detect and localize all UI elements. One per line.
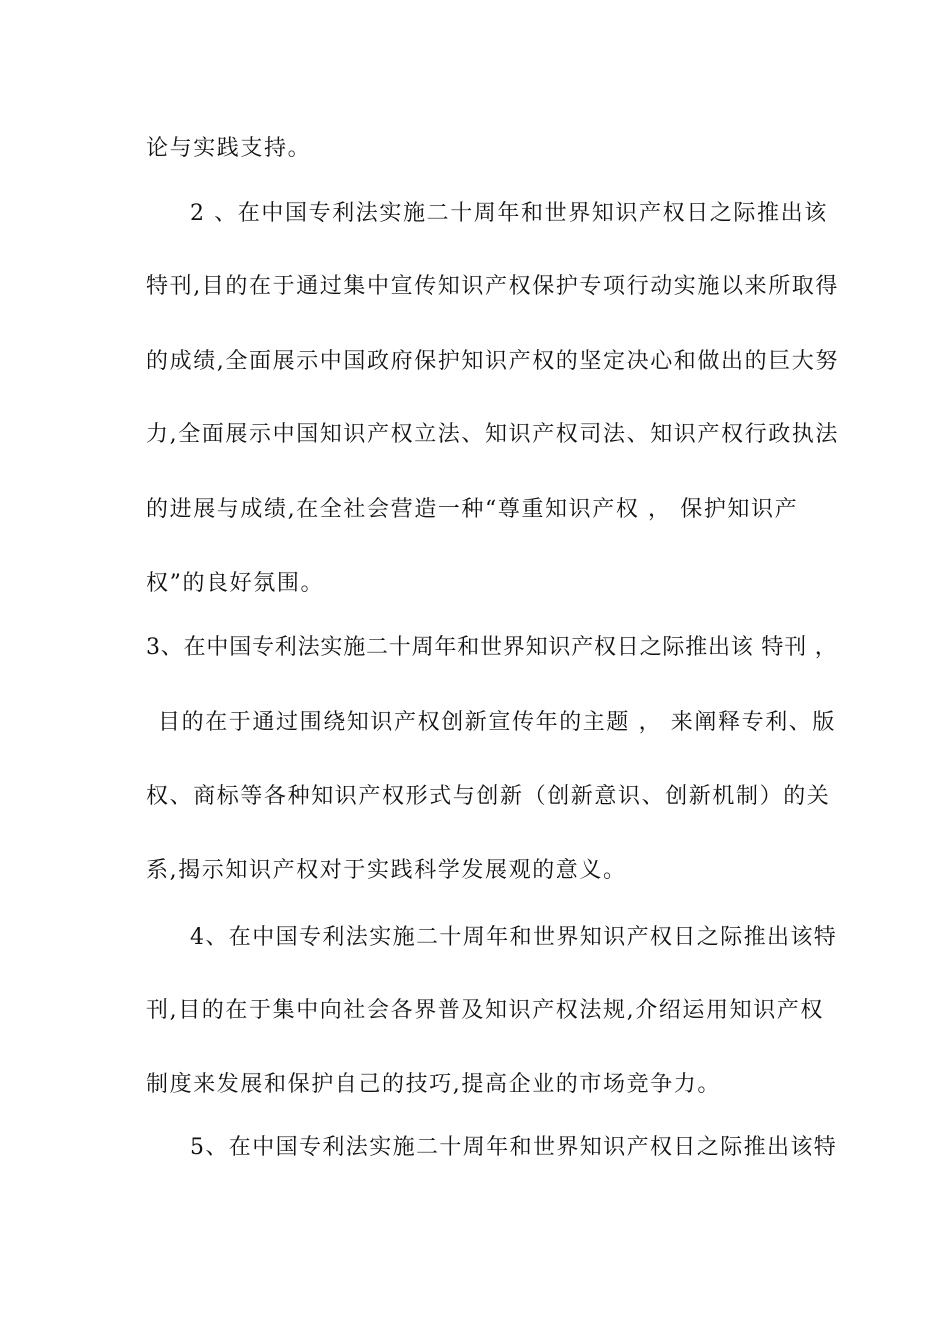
text-line-14: 制度来发展和保护自己的技巧,提高企业的市场竞争力。 bbox=[146, 1072, 721, 1097]
text-line-10: 权、商标等各种知识产权形式与创新（创新意识、创新机制）的关 bbox=[146, 784, 831, 809]
text-line-4: 的成绩,全面展示中国政府保护知识产权的坚定决心和做出的巨大努 bbox=[146, 349, 839, 374]
text-line-7: 权”的良好氛围。 bbox=[146, 571, 325, 596]
text-line-11: 系,揭示知识产权对于实践科学发展观的意义。 bbox=[146, 858, 627, 883]
text-line-2: 2 、在中国专利法实施二十周年和世界知识产权日之际推出该 bbox=[190, 201, 828, 226]
text-line-1: 论与实践支持。 bbox=[146, 136, 312, 161]
text-line-3: 特刊,目的在于通过集中宣传知识产权保护专项行动实施以来所取得 bbox=[146, 274, 839, 299]
text-line-12: 4、在中国专利法实施二十周年和世界知识产权日之际推出该特 bbox=[190, 925, 838, 950]
text-line-13: 刊,目的在于集中向社会各界普及知识产权法规,介绍运用知识产权 bbox=[146, 998, 824, 1023]
text-line-5: 力,全面展示中国知识产权立法、知识产权司法、知识产权行政执法 bbox=[146, 422, 839, 447]
text-line-6: 的进展与成绩,在全社会营造一种“尊重知识产权 ， 保护知识产 bbox=[146, 497, 799, 522]
text-line-15: 5、在中国专利法实施二十周年和世界知识产权日之际推出该特 bbox=[190, 1135, 838, 1160]
text-line-9: 目的在于通过围绕知识产权创新宣传年的主题 ， 来阐释专利、版 bbox=[158, 710, 836, 735]
text-line-8: 3、在中国专利法实施二十周年和世界知识产权日之际推出该 特刊 ， bbox=[146, 635, 838, 660]
